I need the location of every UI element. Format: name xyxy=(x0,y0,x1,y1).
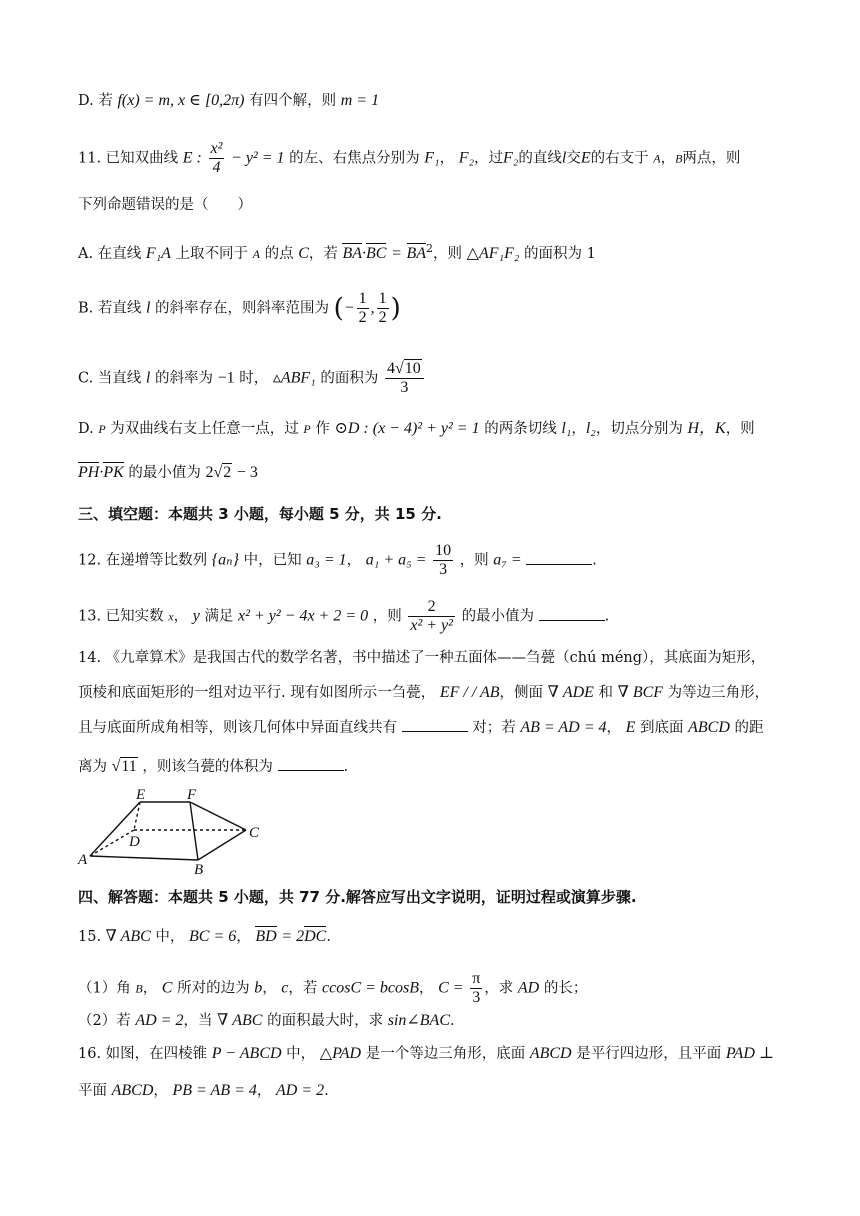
label-d: D xyxy=(129,834,140,850)
q12: 12. 在递增等比数列 {aₙ} 中，已知 a₃ = 1， a₁ + a₅ = $\frac{10}{3}$ ，则 a₇ = . xyxy=(78,542,597,578)
section-4-heading: 四、解答题：本题共 5 小题，共 77 分.解答应写出文字说明，证明过程或演算步骤. xyxy=(78,888,637,906)
label-a: A xyxy=(78,852,88,868)
q10-option-d: D. 若 f(x) = m, x ∈ [0,2π) 有四个解，则 m = 1 xyxy=(78,92,380,109)
q11-option-d-line2: PH·PK 的最小值为 2√2 − 3 xyxy=(78,464,258,481)
q14-line2: 顶棱和底面矩形的一组对边平行. 现有如图所示一刍甍， EF / / AB，侧面 ∇ ADE 和 ∇ BCF 为等边三角形， xyxy=(78,684,770,701)
q11-option-a: A. 在直线 F₁A 上取不同于 A 的点 C，若 $BA\cdot BC = BA^2$，则 △AF₁F₂ 的面积为 1 xyxy=(78,242,596,262)
label-f: F xyxy=(187,787,197,803)
q15-part2: （2）若 AD = 2，当 ∇ ABC 的面积最大时，求 sin∠BAC. xyxy=(78,1012,455,1029)
q11-fraction: $\frac{\text{x²}}{4}$ xyxy=(210,140,223,176)
q11-option-b: B. 若直线 l 的斜率存在，则斜率范围为 (− $\frac{1}{2}$ , $\frac{1}{2}$ ) xyxy=(78,290,401,326)
label-b: B xyxy=(194,862,204,878)
section-3-heading: 三、填空题：本题共 3 小题，每小题 5 分，共 15 分. xyxy=(78,505,442,523)
q11-option-d: D. P 为双曲线右支上任意一点，过 P 作 ⊙D : (x − 4)² + y² = 1 的两条切线 l₁，l₂，切点分别为 H，K，则 xyxy=(78,420,755,437)
q14-line4: 离为 √11 ，则该刍甍的体积为 . xyxy=(78,758,349,775)
q15-stem: 15. ∇ ABC 中， BC = 6， BD = 2DC. xyxy=(78,928,331,945)
q13: 13. 已知实数 x， y 满足 x² + y² − 4x + 2 = 0 ，则 $\frac{2}{\text{x² + y²}}$ 的最小值为 . xyxy=(78,598,610,634)
answer-blank[interactable] xyxy=(278,756,344,771)
q11-option-c: C. 当直线 l 的斜率为 −1 时， ▵ABF₁ 的面积为 $\frac{4√10}{3}$ xyxy=(78,360,426,397)
label-c: C xyxy=(249,825,260,841)
answer-blank[interactable] xyxy=(402,717,468,732)
q15-part1: （1）角 B， C 所对的边为 b， c，若 ccosC = bcosB， C = $\frac{\pi}{3}$ ，求 AD 的长； xyxy=(78,970,588,1006)
label-e: E xyxy=(136,787,146,803)
q14-line1: 14. 《九章算术》是我国古代的数学名著，书中描述了一种五面体——刍甍（chú méng），其底面为矩形， xyxy=(78,650,766,666)
answer-blank[interactable] xyxy=(539,606,605,621)
q16-line1: 16. 如图，在四棱锥 P − ABCD 中， △PAD 是一个等边三角形，底面 ABCD 是平行四边形，且平面 PAD ⊥ xyxy=(78,1045,774,1062)
q14-line3: 且与底面所成角相等，则该几何体中异面直线共有 对；若 AB = AD = 4， E 到底面 ABCD 的距 xyxy=(78,719,764,736)
q11-stem-line2: 下列命题错误的是（ ） xyxy=(78,197,252,213)
q11-stem: 11. 已知双曲线 E : $\frac{\text{x²}}{4}$ − y² = 1 的左、右焦点分别为 F₁， F₂，过F₂的直线l交E的右支于 A，B两点，则 xyxy=(78,140,741,176)
q16-line2: 平面 ABCD， PB = AB = 4， AD = 2. xyxy=(78,1082,329,1099)
answer-blank[interactable] xyxy=(526,550,592,565)
chumeng-figure xyxy=(76,786,276,878)
